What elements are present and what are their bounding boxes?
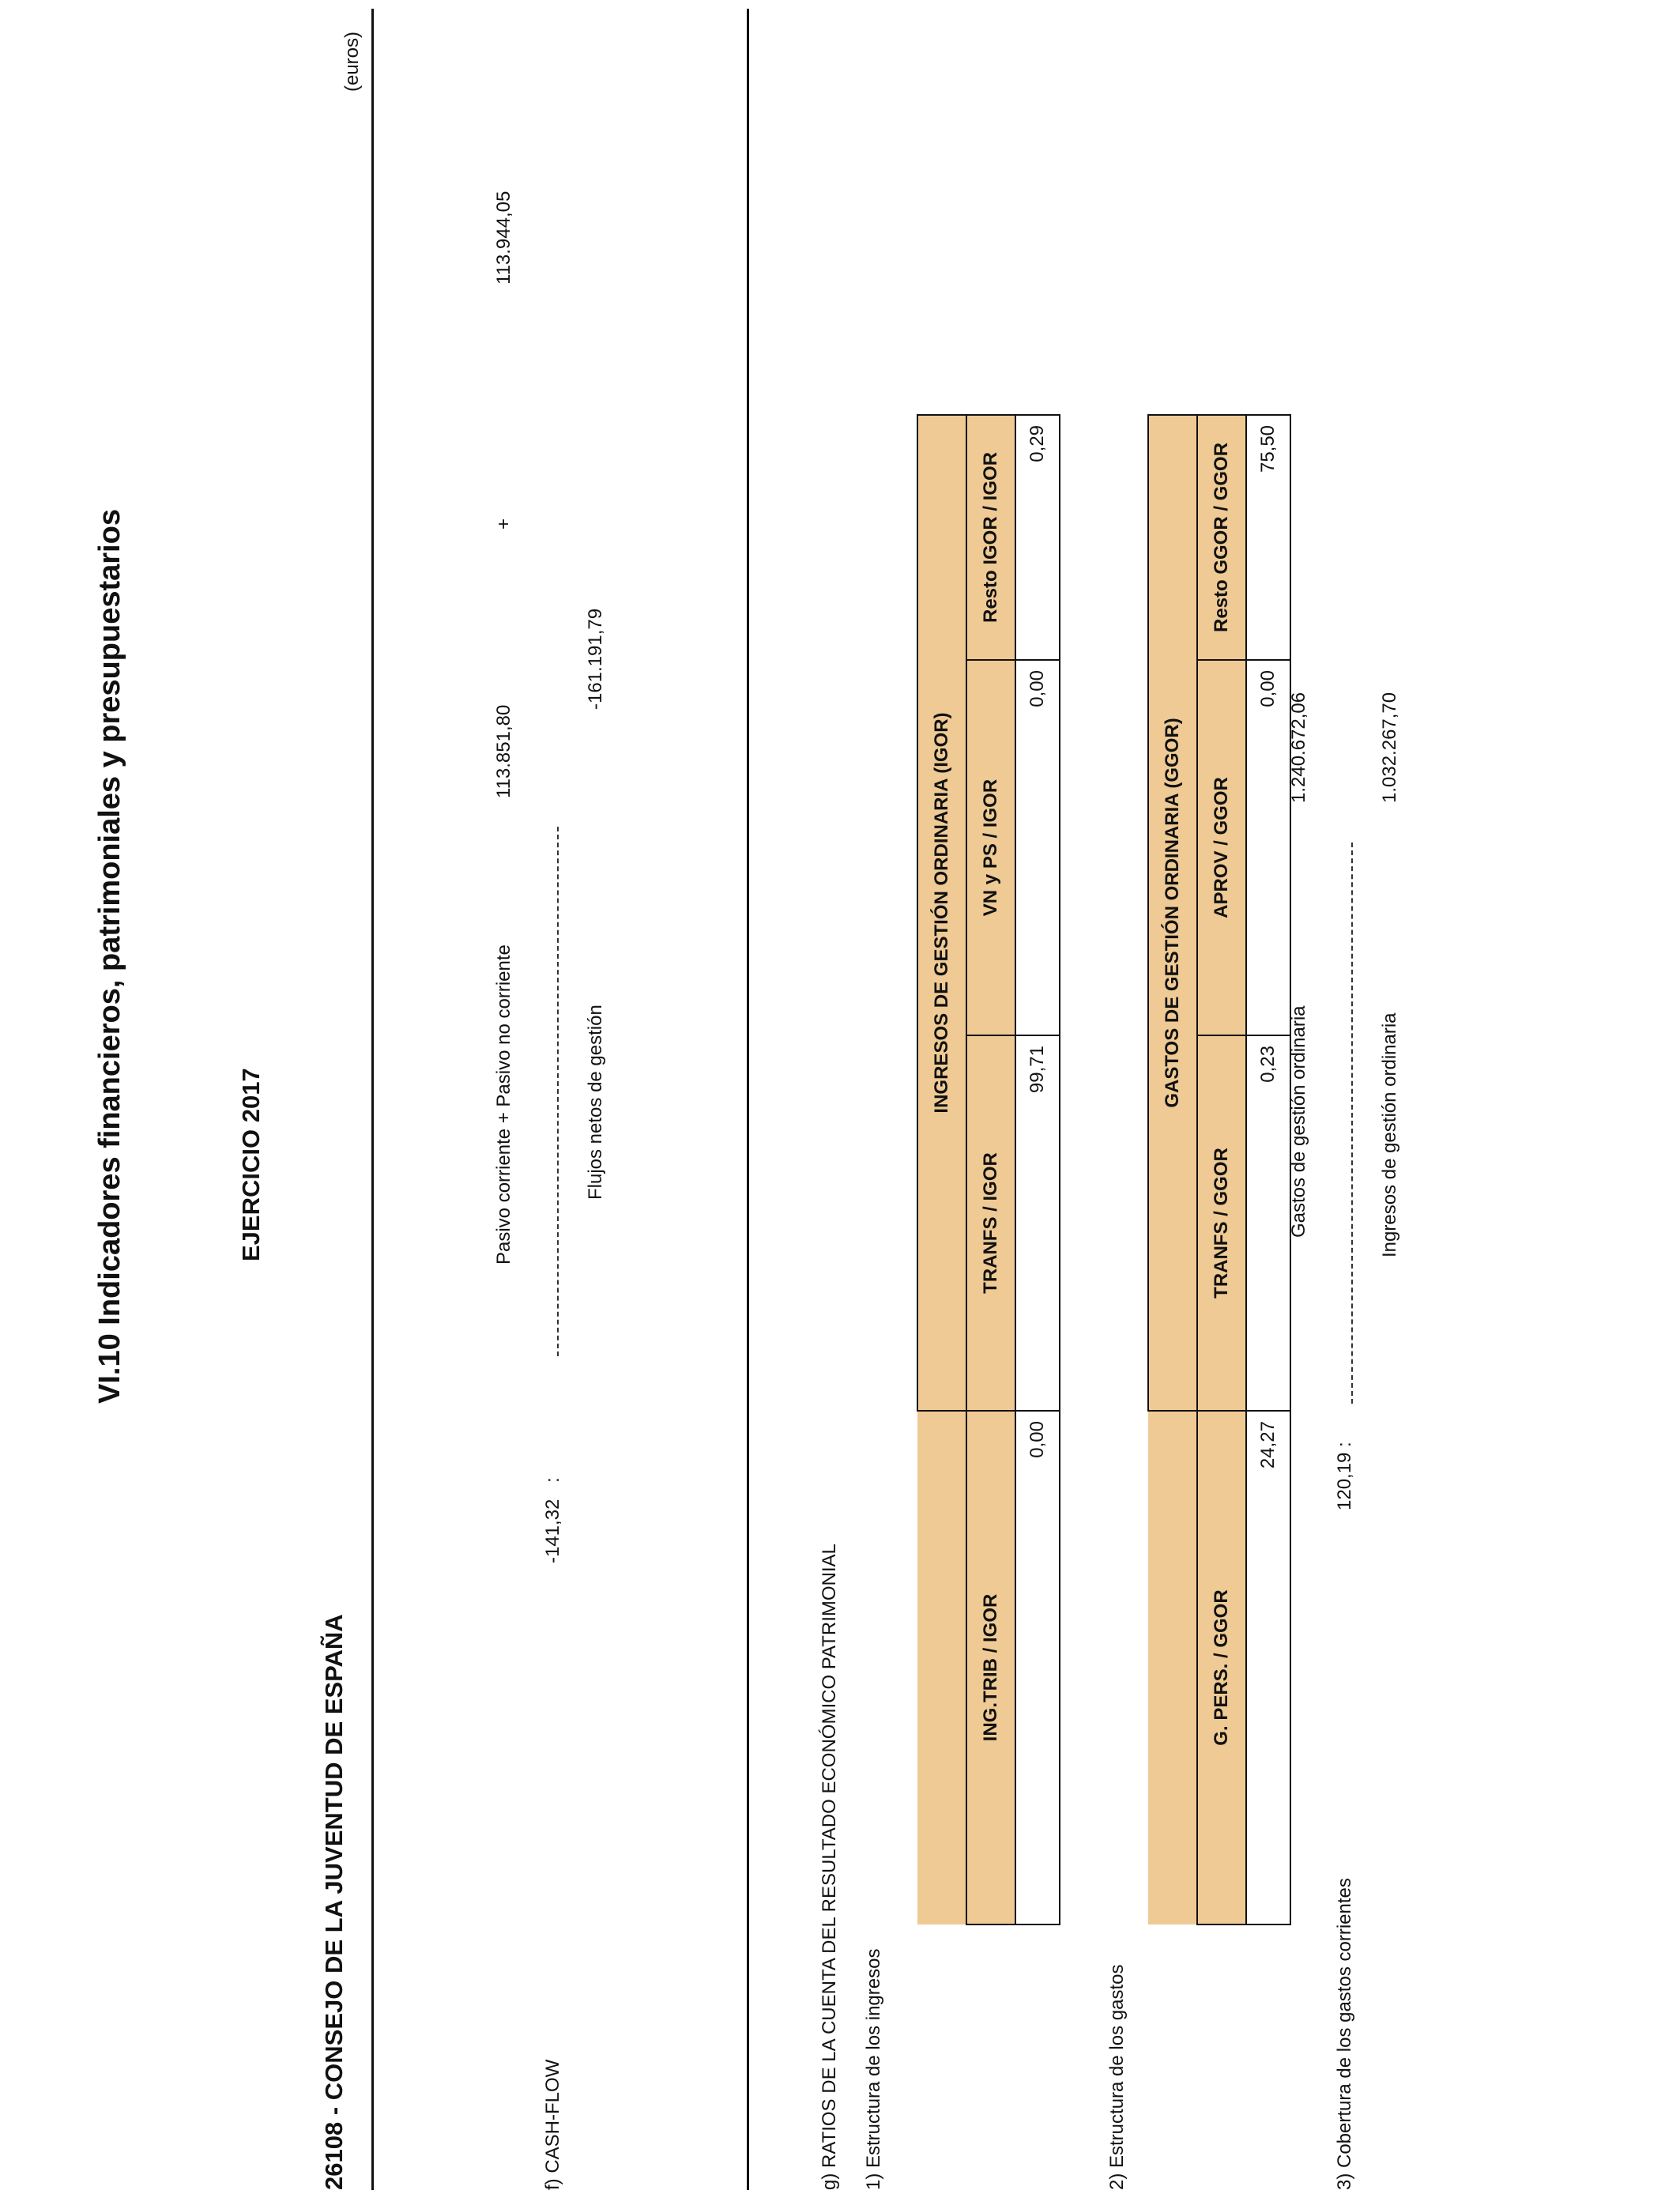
ingresos-col-header: TRANFS / IGOR xyxy=(966,1035,1015,1411)
cobertura-denominator-value: 1.032.267,70 xyxy=(1379,692,1400,803)
gastos-col-header: TRANFS / GGOR xyxy=(1197,1035,1246,1411)
cobertura-fraction-line xyxy=(1351,843,1353,1404)
cashflow-result: -141,32 xyxy=(542,1498,563,1563)
gastos-table xyxy=(1147,414,1291,1925)
cobertura-label: 3) Cobertura de los gastos corrientes xyxy=(1334,1878,1355,2190)
cashflow-label: f) CASH-FLOW xyxy=(542,2059,563,2190)
cobertura-colon: : xyxy=(1334,1442,1355,1447)
ingresos-col-header: Resto IGOR / IGOR xyxy=(966,415,1015,660)
gastos-group-header: GASTOS DE GESTIÓN ORDINARIA (GGOR) xyxy=(1148,415,1197,1411)
ingresos-col-header: VN y PS / IGOR xyxy=(966,660,1015,1035)
ratios-section-label: g) RATIOS DE LA CUENTA DEL RESULTADO ECONÓMICO PATRIMONIAL xyxy=(819,1544,840,2190)
gastos-col-header: APROV / GGOR xyxy=(1197,660,1246,1035)
cashflow-numerator-value-1: 113.851,80 xyxy=(493,704,514,798)
cashflow-numerator-value-2: 113.944,05 xyxy=(493,190,514,285)
ingresos-value-cell: 0,00 xyxy=(1015,660,1060,1035)
ingresos-value-cell: 0,00 xyxy=(1015,1411,1060,1924)
cobertura-numerator-label: Gastos de gestión ordinaria xyxy=(1288,1005,1309,1238)
ingresos-value-cell: 99,71 xyxy=(1015,1035,1060,1411)
cashflow-plus-sign: + xyxy=(493,518,514,530)
cobertura-numerator-value: 1.240.672,06 xyxy=(1288,692,1309,803)
cashflow-numerator-label: Pasivo corriente + Pasivo no corriente xyxy=(493,944,514,1265)
cashflow-fraction-line xyxy=(557,827,559,1356)
gastos-value-cell: 0,00 xyxy=(1246,660,1290,1035)
cashflow-denominator-label: Flujos netos de gestión xyxy=(585,1005,606,1200)
gastos-header-spacer xyxy=(1148,1411,1197,1924)
gastos-col-header: G. PERS. / GGOR xyxy=(1197,1411,1246,1924)
entity-title: 26108 - CONSEJO DE LA JUVENTUD DE ESPAÑA xyxy=(320,1614,348,2190)
gastos-value-cell: 75,50 xyxy=(1246,415,1290,660)
ingresos-group-header: INGRESOS DE GESTIÓN ORDINARIA (IGOR) xyxy=(917,415,966,1411)
cashflow-denominator-value: -161.191,79 xyxy=(585,608,606,710)
section-rule xyxy=(747,9,749,2190)
fiscal-year-title: EJERCICIO 2017 xyxy=(237,1068,265,1261)
ingresos-structure-label: 1) Estructura de los ingresos xyxy=(863,1948,884,2190)
ingresos-value-cell: 0,29 xyxy=(1015,415,1060,660)
gastos-structure-label: 2) Estructura de los gastos xyxy=(1106,1964,1128,2190)
cashflow-colon: : xyxy=(542,1477,563,1483)
ingresos-header-spacer xyxy=(917,1411,966,1924)
cobertura-result: 120,19 xyxy=(1334,1452,1355,1510)
top-rule xyxy=(371,9,374,2190)
units-label: (euros) xyxy=(341,31,363,92)
gastos-col-header: Resto GGOR / GGOR xyxy=(1197,415,1246,660)
ingresos-table xyxy=(917,414,1060,1925)
report-title: VI.10 Indicadores financieros, patrimoniales y presupuestarios xyxy=(93,509,126,1404)
cobertura-denominator-label: Ingresos de gestión ordinaria xyxy=(1379,1012,1400,1257)
gastos-value-cell: 0,23 xyxy=(1246,1035,1290,1411)
ingresos-col-header: ING.TRIB / IGOR xyxy=(966,1411,1015,1924)
gastos-value-cell: 24,27 xyxy=(1246,1411,1290,1924)
